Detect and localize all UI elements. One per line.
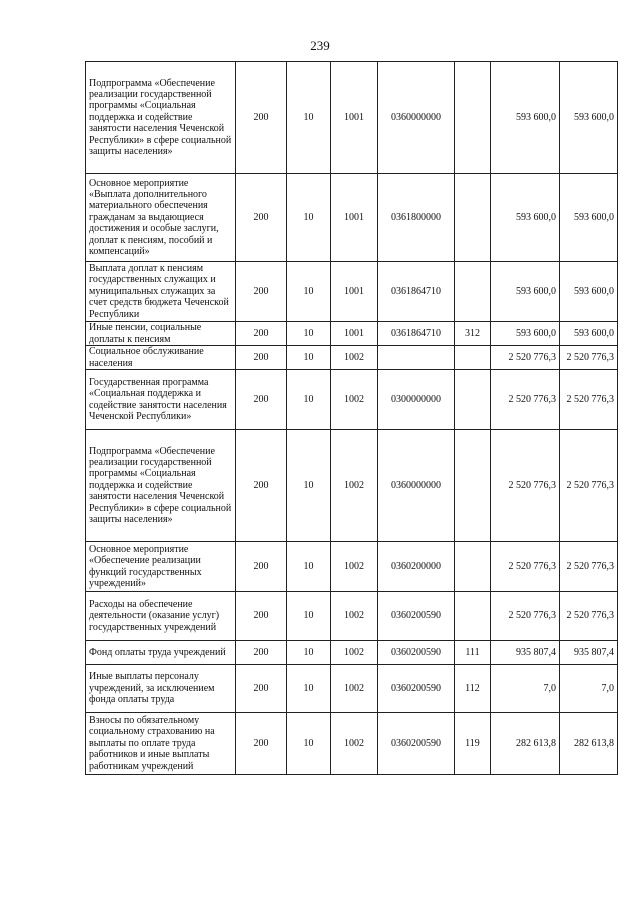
section-cell: 10 [287, 346, 331, 370]
sum-2024-cell: 2 520 776,3 [491, 542, 560, 592]
ministry-cell: 200 [236, 174, 287, 262]
sum-2024-cell: 2 520 776,3 [491, 346, 560, 370]
target-cell: 0360200590 [378, 713, 455, 775]
subsection-cell: 1002 [331, 370, 378, 430]
ministry-cell: 200 [236, 346, 287, 370]
target-cell: 0360200590 [378, 641, 455, 665]
sum-2025-cell: 593 600,0 [560, 62, 618, 174]
target-cell: 0361864710 [378, 322, 455, 346]
row-name: Основное мероприятие «Обеспечение реализации функций государственных учреждений» [86, 542, 236, 592]
sum-2025-cell: 7,0 [560, 665, 618, 713]
page-number: 239 [310, 38, 330, 53]
subsection-cell: 1002 [331, 346, 378, 370]
sum-2025-cell: 2 520 776,3 [560, 370, 618, 430]
section-cell: 10 [287, 322, 331, 346]
expense-type-cell: 112 [455, 665, 491, 713]
subsection-cell: 1002 [331, 641, 378, 665]
section-cell: 10 [287, 542, 331, 592]
target-cell: 0360200590 [378, 592, 455, 641]
row-name: Иные пенсии, социальные доплаты к пенсиям [86, 322, 236, 346]
expense-type-cell [455, 430, 491, 542]
expense-type-cell [455, 370, 491, 430]
ministry-cell: 200 [236, 322, 287, 346]
ministry-cell: 200 [236, 262, 287, 322]
ministry-cell: 200 [236, 370, 287, 430]
table-row [86, 322, 618, 346]
table-row [86, 542, 618, 592]
table-row [86, 641, 618, 665]
subsection-cell: 1001 [331, 62, 378, 174]
subsection-cell: 1001 [331, 322, 378, 346]
sum-2025-cell: 935 807,4 [560, 641, 618, 665]
sum-2025-cell: 593 600,0 [560, 322, 618, 346]
row-name: Подпрограмма «Обеспечение реализации государственной программы «Социальная поддержка и содействие занятости населения Чеченской Республики» в сфере социальной защиты населения» [86, 62, 236, 174]
subsection-cell: 1002 [331, 713, 378, 775]
table-row [86, 370, 618, 430]
sum-2024-cell: 593 600,0 [491, 322, 560, 346]
ministry-cell: 200 [236, 665, 287, 713]
target-cell: 0361800000 [378, 174, 455, 262]
target-cell: 0300000000 [378, 370, 455, 430]
row-name: Выплата доплат к пенсиям государственных служащих и муниципальных служащих за счет средств бюджета Чеченской Республики [86, 262, 236, 322]
expense-type-cell [455, 262, 491, 322]
row-name: Фонд оплаты труда учреждений [86, 641, 236, 665]
target-cell: 0361864710 [378, 262, 455, 322]
budget-table [85, 61, 618, 775]
sum-2024-cell: 2 520 776,3 [491, 430, 560, 542]
section-cell: 10 [287, 174, 331, 262]
target-cell [378, 346, 455, 370]
section-cell: 10 [287, 713, 331, 775]
table-row [86, 665, 618, 713]
row-name: Иные выплаты персоналу учреждений, за исключением фонда оплаты труда [86, 665, 236, 713]
ministry-cell: 200 [236, 62, 287, 174]
table-row [86, 62, 618, 174]
section-cell: 10 [287, 370, 331, 430]
sum-2025-cell: 2 520 776,3 [560, 346, 618, 370]
row-name: Взносы по обязательному социальному страхованию на выплаты по оплате труда работников и иные выплаты работникам учреждений [86, 713, 236, 775]
section-cell: 10 [287, 592, 331, 641]
sum-2024-cell: 7,0 [491, 665, 560, 713]
sum-2025-cell: 2 520 776,3 [560, 542, 618, 592]
ministry-cell: 200 [236, 542, 287, 592]
target-cell: 0360000000 [378, 62, 455, 174]
table-row [86, 430, 618, 542]
expense-type-cell [455, 346, 491, 370]
sum-2025-cell: 2 520 776,3 [560, 592, 618, 641]
ministry-cell: 200 [236, 641, 287, 665]
section-cell: 10 [287, 262, 331, 322]
expense-type-cell [455, 542, 491, 592]
section-cell: 10 [287, 665, 331, 713]
table-row [86, 713, 618, 775]
subsection-cell: 1002 [331, 542, 378, 592]
ministry-cell: 200 [236, 713, 287, 775]
table-row [86, 262, 618, 322]
sum-2024-cell: 282 613,8 [491, 713, 560, 775]
subsection-cell: 1001 [331, 262, 378, 322]
sum-2024-cell: 2 520 776,3 [491, 370, 560, 430]
target-cell: 0360200590 [378, 665, 455, 713]
sum-2025-cell: 282 613,8 [560, 713, 618, 775]
sum-2025-cell: 593 600,0 [560, 262, 618, 322]
subsection-cell: 1002 [331, 665, 378, 713]
sum-2025-cell: 593 600,0 [560, 174, 618, 262]
row-name: Социальное обслуживание населения [86, 346, 236, 370]
expense-type-cell [455, 62, 491, 174]
ministry-cell: 200 [236, 430, 287, 542]
row-name: Расходы на обеспечение деятельности (оказание услуг) государственных учреждений [86, 592, 236, 641]
subsection-cell: 1002 [331, 430, 378, 542]
expense-type-cell [455, 592, 491, 641]
expense-type-cell [455, 174, 491, 262]
table-row [86, 174, 618, 262]
target-cell: 0360000000 [378, 430, 455, 542]
ministry-cell: 200 [236, 592, 287, 641]
section-cell: 10 [287, 430, 331, 542]
expense-type-cell: 111 [455, 641, 491, 665]
sum-2025-cell: 2 520 776,3 [560, 430, 618, 542]
sum-2024-cell: 593 600,0 [491, 62, 560, 174]
row-name: Подпрограмма «Обеспечение реализации государственной программы «Социальная поддержка и содействие занятости населения Чеченской Республики» в сфере социальной защиты населения» [86, 430, 236, 542]
expense-type-cell: 312 [455, 322, 491, 346]
subsection-cell: 1001 [331, 174, 378, 262]
expense-type-cell: 119 [455, 713, 491, 775]
sum-2024-cell: 935 807,4 [491, 641, 560, 665]
sum-2024-cell: 593 600,0 [491, 174, 560, 262]
table-row [86, 592, 618, 641]
sum-2024-cell: 593 600,0 [491, 262, 560, 322]
sum-2024-cell: 2 520 776,3 [491, 592, 560, 641]
row-name: Государственная программа «Социальная поддержка и содействие занятости населения Чеченской Республики» [86, 370, 236, 430]
row-name: Основное мероприятие «Выплата дополнительного материального обеспечения гражданам за выдающиеся достижения и особые заслуги, доплат к пенсиям, пособий и компенсаций» [86, 174, 236, 262]
target-cell: 0360200000 [378, 542, 455, 592]
subsection-cell: 1002 [331, 592, 378, 641]
table-row [86, 346, 618, 370]
section-cell: 10 [287, 62, 331, 174]
section-cell: 10 [287, 641, 331, 665]
